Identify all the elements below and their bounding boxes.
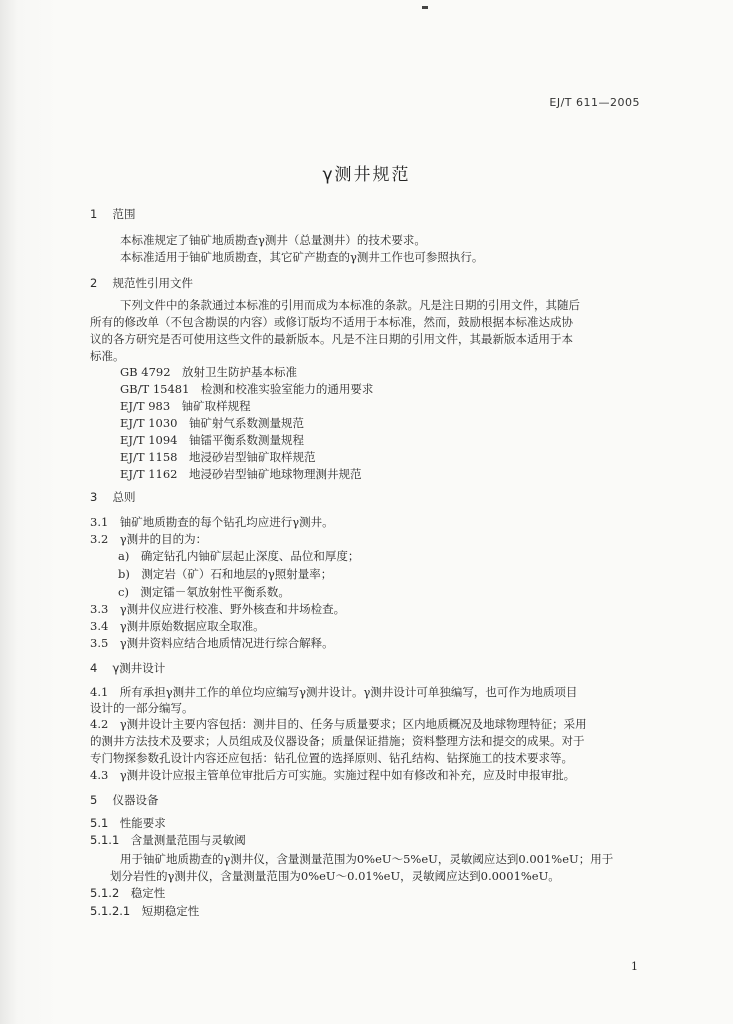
page-number: 1 <box>631 960 638 973</box>
text-line: EJ/T 983 铀矿取样规程 <box>120 399 251 413</box>
section-heading: 5.1.2 稳定性 <box>90 886 166 900</box>
section-heading: 4 γ测井设计 <box>90 661 166 675</box>
section-heading: 1 范围 <box>90 207 136 221</box>
document-title: γ测井规范 <box>322 165 411 185</box>
section-heading: 5.1.2.1 短期稳定性 <box>90 904 200 918</box>
document-number: EJ/T 611—2005 <box>549 96 640 109</box>
text-line: EJ/T 1162 地浸砂岩型铀矿地球物理测井规范 <box>120 467 362 481</box>
text-line: 划分岩性的γ测井仪，含量测量范围为0%eU～0.01%eU，灵敏阈应达到0.0001%eU。 <box>110 869 560 883</box>
text-line: 设计的一部分编写。 <box>90 701 194 715</box>
text-line: 3.5 γ测井资料应结合地质情况进行综合解释。 <box>90 636 334 650</box>
text-line: 专门物探参数孔设计内容还应包括：钻孔位置的选择原则、钻孔结构、钻探施工的技术要求等。 <box>90 751 573 765</box>
text-line: EJ/T 1094 铀镭平衡系数测量规程 <box>120 433 304 447</box>
text-line: 本标准规定了铀矿地质勘查γ测井（总量测井）的技术要求。 <box>120 233 426 247</box>
text-line: 3.3 γ测井仪应进行校准、野外核查和井场检查。 <box>90 602 346 616</box>
text-line: 用于铀矿地质勘查的γ测井仪，含量测量范围为0%eU～5%eU，灵敏阈应达到0.001%eU；用于 <box>120 852 614 866</box>
section-heading: 2 规范性引用文件 <box>90 276 193 290</box>
text-line: 4.2 γ测井设计主要内容包括：测井目的、任务与质量要求；区内地质概况及地球物理特征；采用 <box>90 717 587 731</box>
text-line: 3.4 γ测井原始数据应取全取准。 <box>90 619 265 633</box>
text-line: GB 4792 放射卫生防护基本标准 <box>120 365 298 379</box>
text-line: 3.1 铀矿地质勘查的每个钻孔均应进行γ测井。 <box>90 515 334 529</box>
text-line: b) 测定岩（矿）石和地层的γ照射量率； <box>118 567 333 581</box>
scan-mark <box>422 6 428 9</box>
text-line: 3.2 γ测井的目的为： <box>90 532 208 546</box>
text-line: 下列文件中的条款通过本标准的引用而成为本标准的条款。凡是注日期的引用文件，其随后 <box>120 298 580 312</box>
text-line: 的测井方法技术及要求；人员组成及仪器设备；质量保证措施；资料整理方法和提交的成果。对于 <box>90 734 585 748</box>
text-line: 所有的修改单（不包含勘误的内容）或修订版均不适用于本标准，然而，鼓励根据本标准达成协 <box>90 315 573 329</box>
section-heading: 5 仪器设备 <box>90 793 159 807</box>
section-heading: 3 总则 <box>90 490 136 504</box>
section-heading: 5.1.1 含量测量范围与灵敏阈 <box>90 833 246 847</box>
text-line: EJ/T 1158 地浸砂岩型铀矿取样规范 <box>120 450 316 464</box>
text-line: EJ/T 1030 铀矿射气系数测量规范 <box>120 416 304 430</box>
text-line: 标准。 <box>90 349 125 363</box>
text-line: 4.1 所有承担γ测井工作的单位均应编写γ测井设计。γ测井设计可单独编写，也可作为地质项目 <box>90 685 578 699</box>
text-line: 4.3 γ测井设计应报主管单位审批后方可实施。实施过程中如有修改和补充，应及时申报审批。 <box>90 768 576 782</box>
text-line: c) 测定镭－氡放射性平衡系数。 <box>118 585 290 599</box>
text-line: 本标准适用于铀矿地质勘查，其它矿产勘查的γ测井工作也可参照执行。 <box>120 250 484 264</box>
text-line: a) 确定钻孔内铀矿层起止深度、品位和厚度； <box>118 549 360 563</box>
text-line: 议的各方研究是否可使用这些文件的最新版本。凡是不注日期的引用文件，其最新版本适用于本 <box>90 332 573 346</box>
section-heading: 5.1 性能要求 <box>90 816 166 830</box>
text-line: GB/T 15481 检测和校准实验室能力的通用要求 <box>120 382 374 396</box>
